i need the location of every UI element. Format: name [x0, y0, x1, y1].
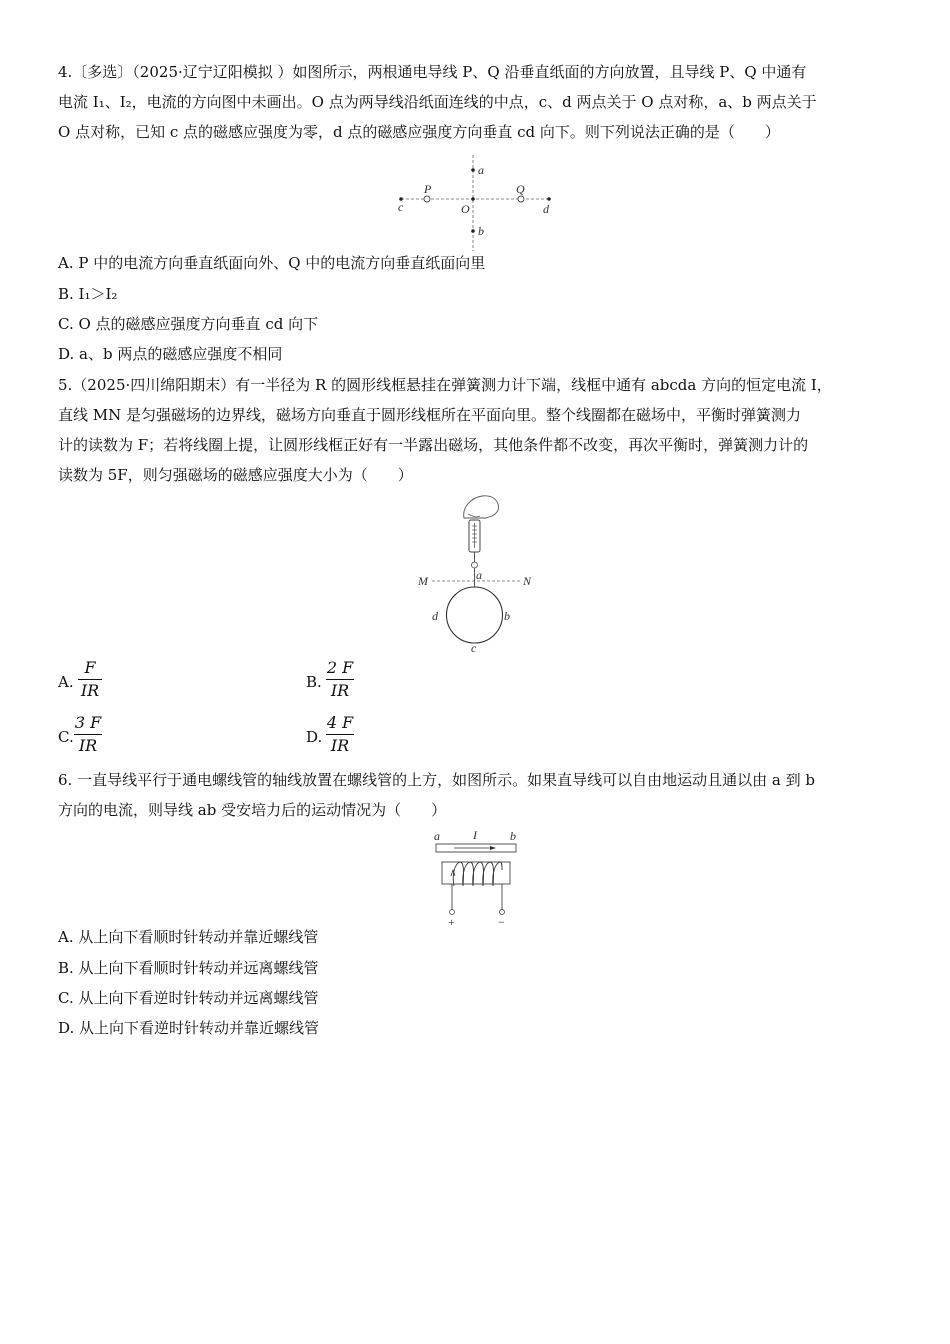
q6-label-b: b — [510, 829, 516, 843]
q5-option-b-label: B. — [306, 673, 322, 691]
q5-option-c-numerator: 3 F — [74, 713, 102, 732]
q5-option-d-fraction — [326, 713, 354, 756]
q4-option-d: D. a、b 两点的磁感应强度不相同 — [58, 345, 283, 363]
q5-option-d-numerator: 4 F — [326, 713, 354, 732]
q6-label-minus: − — [498, 915, 505, 929]
q5-circular-loop — [447, 587, 503, 643]
q5-stem-line-1: 5.（2025·四川绵阳期末）有一半径为 R 的圆形线框悬挂在弹簧测力计下端，线框中通有 abcda 方向的恒定电流 I， — [58, 376, 832, 394]
q6-option-d: D. 从上向下看逆时针转动并靠近螺线管 — [58, 1019, 320, 1037]
fraction-bar — [326, 734, 354, 735]
q4-option-a: A. P 中的电流方向垂直纸面向外、Q 中的电流方向垂直纸面向里 — [58, 254, 486, 272]
q5-option-a-denominator: IR — [80, 681, 100, 700]
q6-terminal-minus — [500, 910, 505, 915]
q6-terminal-plus — [450, 910, 455, 915]
q4-wire-Q — [518, 196, 524, 202]
q5-option-c-denominator: IR — [78, 736, 98, 755]
q5-option-b-denominator: IR — [330, 681, 350, 700]
q5-label-M: M — [418, 574, 428, 588]
q4-stem-line-3: O 点对称，已知 c 点的磁感应强度为零，d 点的磁感应强度方向垂直 cd 向下。则下列说法正确的是（ ） — [58, 123, 780, 141]
q4-point-a — [471, 168, 475, 172]
q4-label-b: b — [478, 224, 484, 238]
q4-stem-line-1: 4.〔多选〕（2025·辽宁辽阳模拟 ）如图所示，两根通电导线 P、Q 沿垂直纸面的方向放置，且导线 P、Q 中通有 — [58, 63, 807, 81]
q4-figure-wires — [395, 155, 565, 255]
q5-option-a-fraction — [78, 658, 102, 701]
q4-label-a: a — [478, 163, 484, 177]
q5-label-d: d — [432, 609, 438, 623]
q6-option-a: A. 从上向下看顺时针转动并靠近螺线管 — [58, 928, 319, 946]
q4-point-d — [547, 197, 551, 201]
fraction-bar — [74, 734, 102, 735]
q5-figure-spring-loop — [412, 490, 542, 655]
q5-label-a: a — [476, 568, 482, 582]
q4-option-c: C. O 点的磁感应强度方向垂直 cd 向下 — [58, 315, 319, 333]
q4-label-d: d — [543, 202, 549, 216]
q4-wire-P — [424, 196, 430, 202]
q4-label-Q: Q — [516, 182, 525, 196]
fraction-bar — [78, 679, 102, 680]
q6-figure-solenoid — [430, 828, 530, 928]
q6-option-b: B. 从上向下看顺时针转动并远离螺线管 — [58, 959, 319, 977]
fraction-bar — [326, 679, 354, 680]
q6-stem-line-1: 6. 一直导线平行于通电螺线管的轴线放置在螺线管的上方，如图所示。如果直导线可以自由地运动且通以由 a 到 b — [58, 771, 815, 789]
q5-label-N: N — [523, 574, 532, 588]
q5-stem-line-3: 计的读数为 F；若将线圈上提，让圆形线框正好有一半露出磁场，其他条件都不改变，再次平衡时，弹簧测力计的 — [58, 436, 809, 454]
q5-option-c-label: C. — [58, 728, 74, 746]
q4-label-c: c — [398, 200, 404, 214]
q4-point-O — [471, 197, 475, 201]
q6-label-plus: + — [448, 915, 455, 929]
q5-option-a-label: A. — [58, 673, 74, 691]
q4-point-b — [471, 229, 475, 233]
q5-option-b-fraction — [326, 658, 354, 701]
q5-label-c: c — [471, 641, 477, 655]
q5-label-b: b — [504, 609, 510, 623]
q4-label-P: P — [424, 182, 432, 196]
q4-option-b: B. I₁＞I₂ — [58, 285, 118, 303]
q4-stem-line-2: 电流 I₁、I₂，电流的方向图中未画出。O 点为两导线沿纸面连线的中点，c、d 两点关于 O 点对称，a、b 两点关于 — [58, 93, 817, 111]
q5-stem-line-2: 直线 MN 是匀强磁场的边界线，磁场方向垂直于圆形线框所在平面向里。整个线圈都在磁场中，平衡时弹簧测力 — [58, 406, 802, 424]
q5-option-b-numerator: 2 F — [326, 658, 354, 677]
q5-option-d-label: D. — [306, 728, 323, 746]
q5-option-c-fraction — [74, 713, 102, 756]
q4-label-O: O — [461, 202, 470, 216]
q5-option-a-numerator: F — [84, 658, 96, 677]
q5-option-d-denominator: IR — [330, 736, 350, 755]
q6-stem-line-2: 方向的电流，则导线 ab 受安培力后的运动情况为（ ） — [58, 801, 447, 819]
q6-label-I: I — [473, 828, 477, 842]
q5-stem-line-4: 读数为 5F，则匀强磁场的磁感应强度大小为（ ） — [58, 466, 413, 484]
q6-label-a: a — [434, 829, 440, 843]
q6-option-c: C. 从上向下看逆时针转动并远离螺线管 — [58, 989, 319, 1007]
